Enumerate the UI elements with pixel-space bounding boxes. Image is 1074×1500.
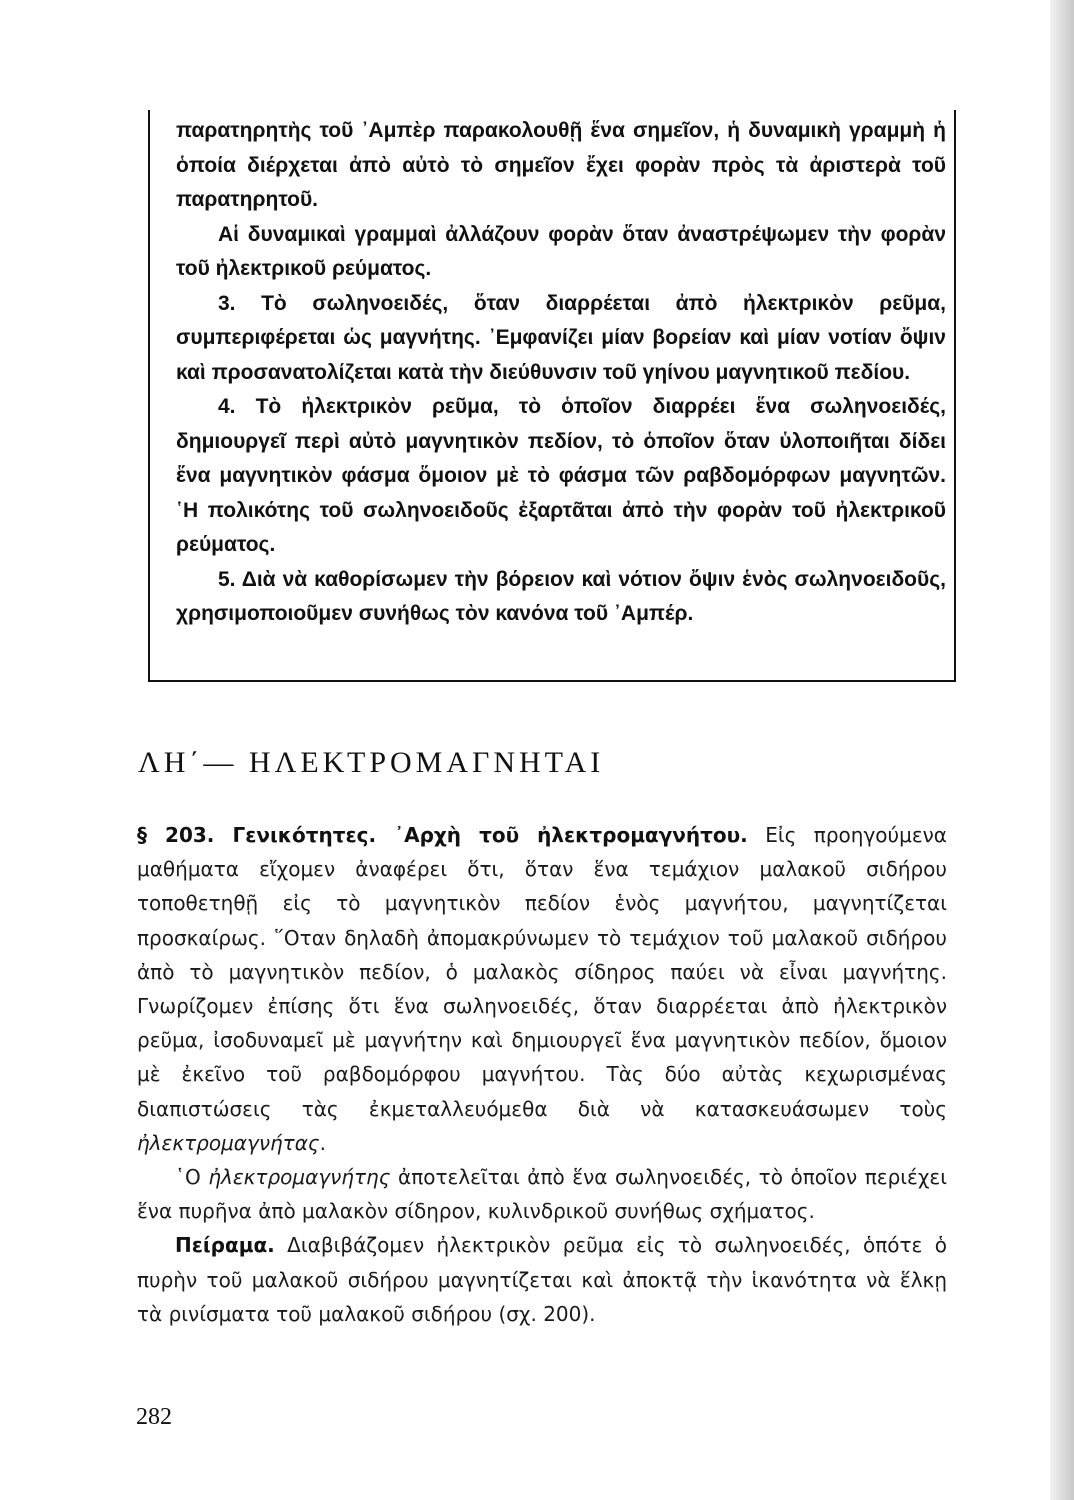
page-number: 282 — [136, 1404, 172, 1430]
summary-paragraph-2: Αἱ δυναμικαὶ γραμμαὶ ἀλλάζουν φορὰν ὅταν ἀναστρέψωμεν τὴν φορὰν τοῦ ἠλεκτρικοῦ ρεύματος. — [176, 222, 946, 280]
section-paragraph-1-end: . — [319, 1130, 326, 1155]
section-heading: § 203. Γενικότητες. ᾿Αρχὴ τοῦ ἠλεκτρομαγνήτου. — [137, 823, 748, 847]
summary-paragraph-3: 3. Τὸ σωληνοειδές, ὅταν διαρρέεται ἀπὸ ἠλεκτρικὸν ρεῦμα, συμπεριφέρεται ὡς μαγνήτης. ᾿Εμφανίζει μίαν βορείαν καὶ μίαν νοτίαν ὄψιν καὶ προσανατολίζεται κατὰ τὴν διεύθυνσιν τοῦ γηίνου μαγνητικοῦ πεδίου. — [176, 291, 946, 384]
book-spine-shadow — [1050, 0, 1074, 1500]
term-electromagnets: ἠλεκτρομαγνήτας — [137, 1130, 320, 1155]
section-paragraph-2-text: ἀποτελεῖται ἀπὸ ἕνα σωληνοειδές, τὸ ὁποῖον περιέχει ἕνα πυρῆνα ἀπὸ μαλακὸν σίδηρον, κυλινδρικοῦ συνήθως σχήματος. — [137, 1165, 947, 1224]
section-paragraph-2-start: ῾Ο — [175, 1165, 209, 1190]
term-electromagnet: ἠλεκτρομαγνήτης — [208, 1165, 391, 1190]
chapter-title: ΛΗ΄— ΗΛΕΚΤΡΟΜΑΓΝΗΤΑΙ — [138, 746, 605, 779]
section-paragraph-3-text: Διαβιβάζομεν ἠλεκτρικὸν ρεῦμα εἰς τὸ σωληνοειδές, ὁπότε ὁ πυρὴν τοῦ μαλακοῦ σιδήρου μαγνητίζεται καὶ ἀποκτᾷ τὴν ἱκανότητα νὰ ἕλκῃ τὰ ρινίσματα τοῦ μαλακοῦ σιδήρου (σχ. 200). — [137, 1233, 947, 1326]
summary-box — [176, 114, 946, 632]
summary-paragraph-4: 4. Τὸ ἠλεκτρικὸν ρεῦμα, τὸ ὁποῖον διαρρέει ἕνα σωληνοειδές, δημιουργεῖ περὶ αὐτὸ μαγνητικὸν πεδίον, τὸ ὁποῖον ὅταν ὑλοποιῆται δίδει ἕνα μαγνητικὸν φάσμα ὅμοιον μὲ τὸ φάσμα τῶν ραβδομόρφων μαγνητῶν. ῾Η πολικότης τοῦ σωληνοειδοῦς ἐξαρτᾶται ἀπὸ τὴν φορὰν τοῦ ἠλεκτρικοῦ ρεύματος. — [176, 395, 946, 556]
summary-paragraph-1: παρατηρητὴς τοῦ ᾿Αμπὲρ παρακολουθῇ ἕνα σημεῖον, ἡ δυναμικὴ γραμμὴ ἡ ὁποία διέρχεται ἀπὸ αὐτὸ τὸ σημεῖον ἔχει φορὰν πρὸς τὰ ἀριστερὰ τοῦ παρατηρητοῦ. — [176, 119, 946, 211]
section-paragraph-1-text: Εἰς προηγούμενα μαθήματα εἴχομεν ἀναφέρει ὅτι, ὅταν ἕνα τεμάχιον μαλακοῦ σιδήρου τοποθετηθῇ εἰς τὸ μαγνητικὸν πεδίον ἑνὸς μαγνήτου, μαγνητίζεται προσκαίρως. ῞Οταν δηλαδὴ ἀπομακρύνωμεν τὸ τεμάχιον τοῦ μαλακοῦ σιδήρου ἀπὸ τὸ μαγνητικὸν πεδίον, ὁ μαλακὸς σίδηρος παύει νὰ εἶναι μαγνήτης. Γνωρίζομεν ἐπίσης ὅτι ἕνα σωληνοειδές, ὅταν διαρρέεται ἀπὸ ἠλεκτρικὸν ρεῦμα, ἰσοδυναμεῖ μὲ μαγνήτην καὶ δημιουργεῖ ἕνα μαγνητικὸν πεδίον, ὅμοιον μὲ ἐκεῖνο τοῦ ραβδομόρφου μαγνήτου. Τὰς δύο αὐτὰς κεχωρισμένας διαπιστώσεις τὰς ἐκμεταλλευόμεθα διὰ νὰ κατασκευάσωμεν τοὺς — [137, 823, 947, 1121]
experiment-label: Πείραμα. — [175, 1233, 275, 1258]
summary-paragraph-5: 5. Διὰ νὰ καθορίσωμεν τὴν βόρειον καὶ νότιον ὄψιν ἑνὸς σωληνοειδοῦς, χρησιμοποιοῦμεν συνήθως τὸν κανόνα τοῦ ᾿Αμπέρ. — [176, 567, 946, 625]
section-paragraph-2 — [137, 1160, 947, 1228]
section-body — [137, 818, 947, 1331]
section-paragraph-3 — [137, 1228, 947, 1331]
section-paragraph-1 — [137, 818, 947, 1160]
